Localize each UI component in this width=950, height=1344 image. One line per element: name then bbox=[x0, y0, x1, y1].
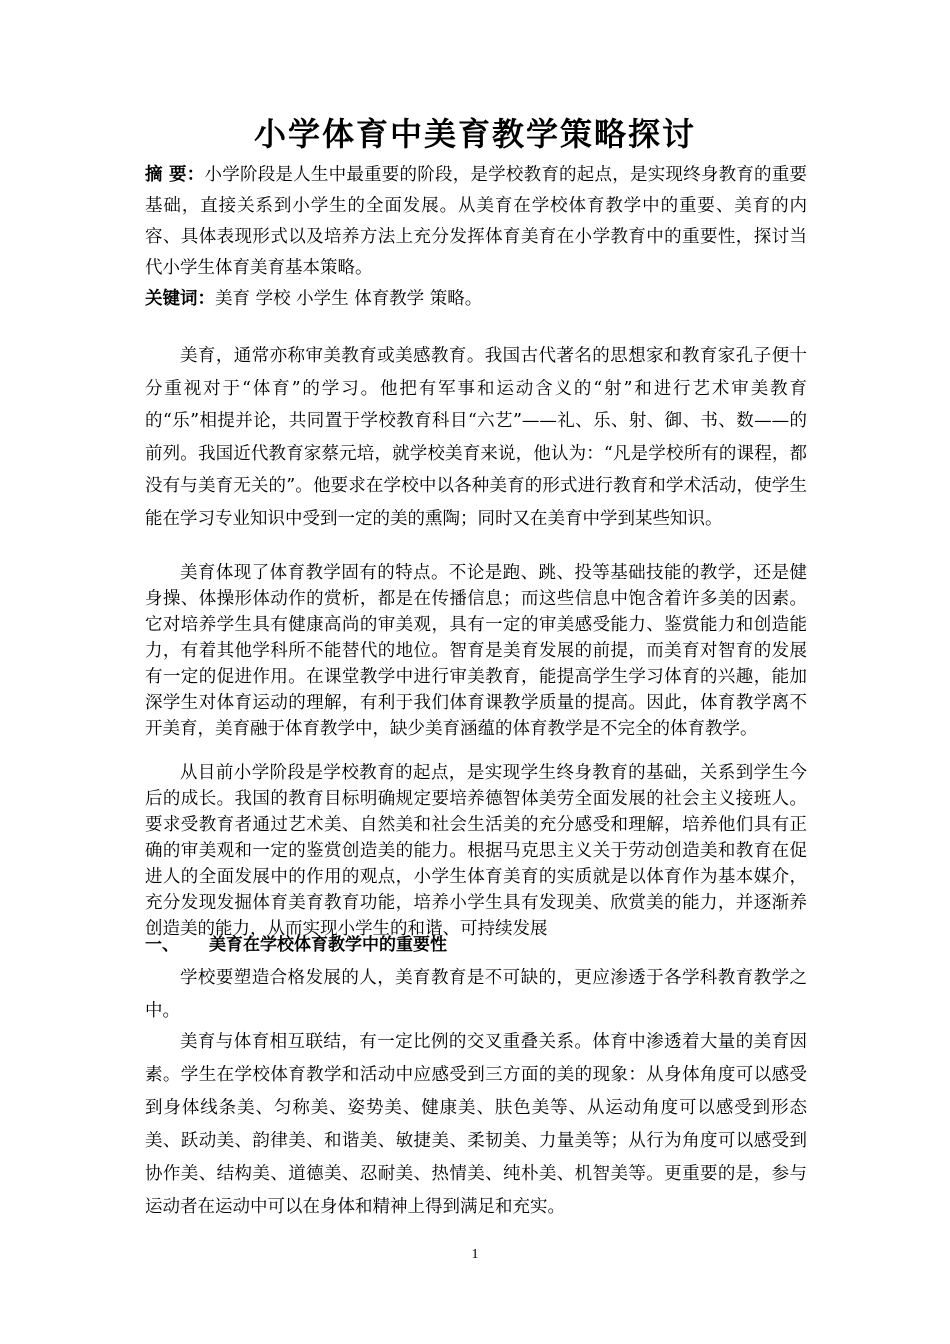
abstract-text: 小学阶段是人生中最重要的阶段，是学校教育的起点，是实现终身教育的重要基础，直接关系到小学生的全面发展。从美育在学校体育教学中的重要、美育的内容、具体表现形式以及培养方法上充分发挥体育美育在小学教育中的重要性，探讨当代小学生体育美育基本策略。 bbox=[145, 165, 808, 278]
body-paragraph-2: 美育体现了体育教学固有的特点。不论是跑、跳、投等基础技能的教学，还是健身操、体操形体动作的赏析，都是在传播信息；而这些信息中饱含着许多美的因素。它对培养学生具有健康高尚的审美观，具有一定的审美感受能力、鉴赏能力和创造能力，有着其他学科所不能替代的地位。智育是美育发展的前提，而美育对智育的发展有一定的促进作用。在课堂教学中进行审美教育，能提高学生学习体育的兴趣，能加深学生对体育运动的理解，有利于我们体育课教学质量的提高。因此，体育教学离不开美育，美育融于体育教学中，缺少美育涵蕴的体育教学是不完全的体育教学。 bbox=[145, 563, 807, 739]
abstract-section bbox=[145, 160, 807, 284]
keywords-text: 美育 学校 小学生 体育教学 策略。 bbox=[215, 289, 483, 309]
body-paragraph-3: 从目前小学阶段是学校教育的起点，是实现学生终身教育的基础，关系到学生今后的成长。我国的教育目标明确规定要培养德智体美劳全面发展的社会主义接班人。要求受教育者通过艺术美、自然美和社会生活美的充分感受和理解，培养他们具有正确的审美观和一定的鉴赏创造美的能力。根据马克思主义关于劳动创造美和教育在促进人的全面发展中的作用的观点，小学生体育美育的实质就是以体育作为基本媒介，充分发现发掘体育美育教育功能，培养小学生具有发现美、欣赏美的能力，并逐渐养创造美的能力，从而实现小学生的和谐、可持续发展 bbox=[145, 763, 807, 939]
abstract-label: 摘 要： bbox=[145, 165, 205, 185]
body-paragraph-4: 学校要塑造合格发展的人，美育教育是不可缺的，更应渗透于各学科教育教学之中。 bbox=[145, 968, 807, 1021]
keywords-label: 关键词： bbox=[145, 289, 215, 309]
section-title: 美育在学校体育教学中的重要性 bbox=[209, 935, 447, 955]
body-paragraph-1: 美育，通常亦称审美教育或美感教育。我国古代著名的思想家和教育家孔子便十分重视对于“体育”的学习。他把有军事和运动含义的“射”和进行艺术审美教育的“乐”相提并论，共同置于学校教育科目“六艺”——礼、乐、射、御、书、数——的前列。我国近代教育家蔡元培，就学校美育来说，他认为：“凡是学校所有的课程，都没有与美育无关的”。他要求在学校中以各种美育的形式进行教育和学术活动，使学生能在学习专业知识中受到一定的美的熏陶；同时又在美育中学到某些知识。 bbox=[145, 346, 807, 529]
page-number: 1 bbox=[471, 1247, 479, 1262]
keywords-section bbox=[145, 284, 807, 315]
paper-title: 小学体育中美育教学策略探讨 bbox=[253, 115, 696, 153]
body-paragraph-5: 美育与体育相互联结，有一定比例的交叉重叠关系。体育中渗透着大量的美育因素。学生在学校体育教学和活动中应感受到三方面的美的现象：从身体角度可以感受到身体线条美、匀称美、姿势美、健康美、肤色美等、从运动角度可以感受到形态美、跃动美、韵律美、和谐美、敏捷美、柔韧美、力量美等；从行为角度可以感受到协作美、结构美、道德美、忍耐美、热情美、纯朴美、机智美等。更重要的是，参与运动者在运动中可以在身体和精神上得到满足和充实。 bbox=[145, 1032, 807, 1217]
section-heading-1 bbox=[145, 930, 807, 960]
section-number: 一、 bbox=[145, 935, 179, 955]
